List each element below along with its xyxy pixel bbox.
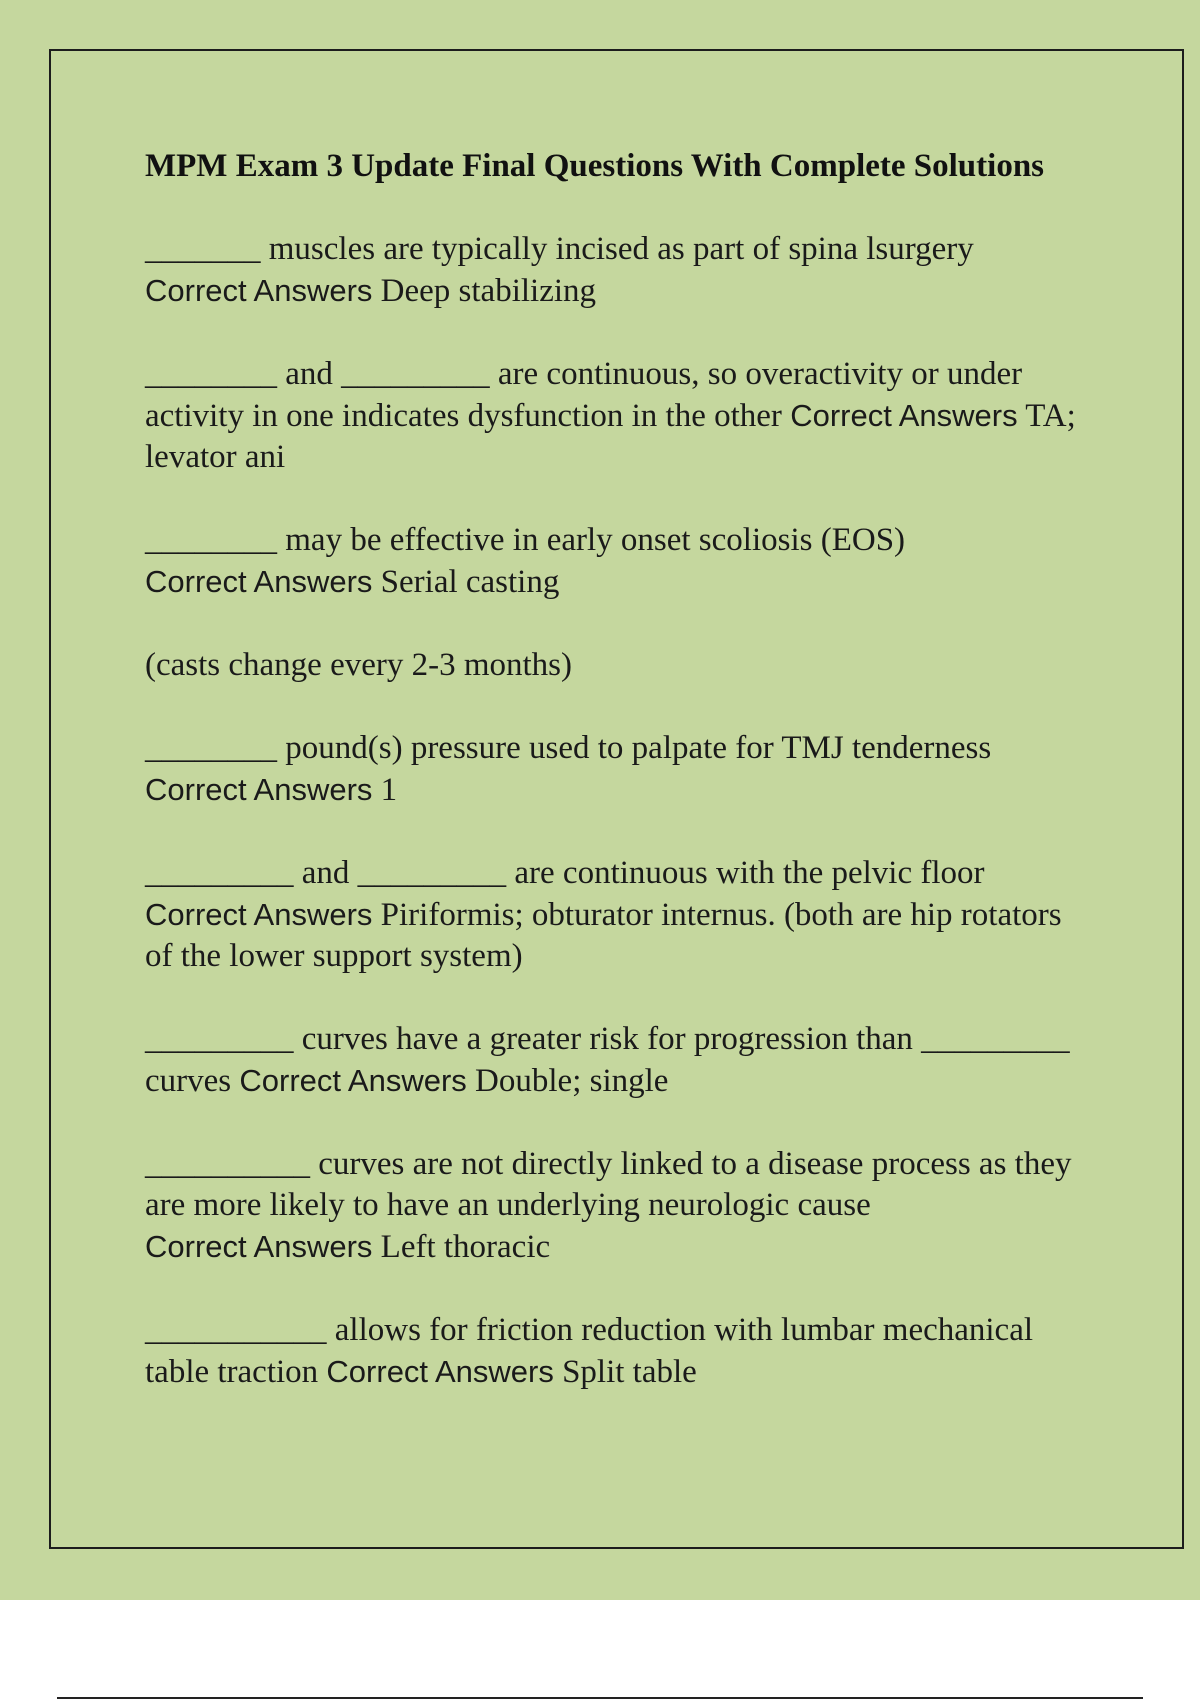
answer-text: TA; levator ani — [145, 398, 1085, 475]
answer-label: Correct Answers — [145, 1229, 373, 1264]
question-text: _______ muscles are typically incised as part of spina lsurgery — [145, 231, 974, 267]
qa-item — [145, 229, 1095, 312]
qa-item — [145, 1310, 1095, 1393]
document-title: MPM Exam 3 Update Final Questions With Complete Solutions — [145, 148, 1045, 184]
qa-item — [145, 1019, 1095, 1102]
question-text: _________ and _________ are continuous with the pelvic floor — [145, 855, 985, 891]
answer-label: Correct Answers — [145, 772, 373, 807]
question-text: ________ and _________ are continuous, so overactivity or under activity in one indicates dysfunction in the other — [145, 356, 1031, 434]
document-content — [145, 145, 1095, 1435]
answer-label: Correct Answers — [145, 897, 373, 932]
answer-text: Serial casting — [380, 564, 560, 600]
qa-item — [145, 520, 1095, 603]
answer-text: 1 — [380, 772, 398, 808]
question-text: ________ pound(s) pressure used to palpate for TMJ tenderness — [145, 730, 992, 766]
qa-item — [145, 354, 1095, 478]
qa-item — [145, 728, 1095, 811]
answer-note: (casts change every 2-3 months) — [145, 647, 573, 683]
answer-label: Correct Answers — [790, 398, 1018, 433]
answer-text: Double; single — [475, 1063, 669, 1099]
answer-text: Left thoracic — [380, 1229, 551, 1265]
footer-rule — [57, 1697, 1143, 1699]
answer-text: Split table — [562, 1354, 697, 1390]
answer-label: Correct Answers — [145, 564, 373, 599]
question-text: __________ curves are not directly linked to a disease process as they are more likely to have an underlying neurologic cause — [145, 1146, 1080, 1223]
answer-label: Correct Answers — [326, 1354, 554, 1389]
question-text: ___________ allows for friction reduction with lumbar mechanical table traction — [145, 1312, 1042, 1390]
qa-item — [145, 853, 1095, 977]
answer-label: Correct Answers — [145, 273, 373, 308]
answer-text: Deep stabilizing — [380, 273, 597, 309]
question-text: ________ may be effective in early onset scoliosis (EOS) — [145, 522, 906, 558]
answer-text: Piriformis; obturator internus. (both are hip rotators of the lower support system) — [145, 897, 1070, 974]
answer-label: Correct Answers — [239, 1063, 467, 1098]
qa-item — [145, 1144, 1095, 1268]
question-text: _________ curves have a greater risk for progression than _________ curves — [145, 1021, 1078, 1099]
